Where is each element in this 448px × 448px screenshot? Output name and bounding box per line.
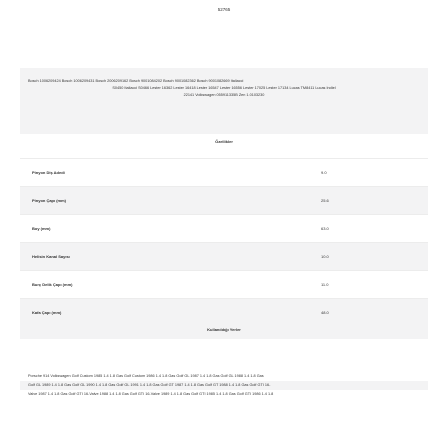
specs-title: Özellikler [215,138,233,144]
spec-value: 63.0 [321,226,329,231]
spec-row [20,158,428,186]
reference-line: 22141 Volkswagen 055911335B Zen 1.0103230 [183,93,265,97]
spec-row [20,214,428,242]
specs-table [20,158,428,326]
usage-title: Kullanıldığı Yerler [207,326,241,332]
product-code: 52765 [217,6,231,12]
usage-header [20,319,428,339]
reference-line: S0450 Italiacci S0466 Lester 16362 Lester 16418 Lester 16547 Lester 16556 Lester 17025 Lester 17134 Lucas TM8411 Lucas Indiel [112,86,336,90]
product-code-row [20,0,428,18]
spec-row [20,186,428,214]
spec-value: 25.6 [321,198,329,203]
spec-value: 11.0 [321,282,329,287]
reference-line: Bosch 1006209424 Bosch 1006209431 Bosch 2006209162 Bosch 9001084202 Bosch 9001082362 Bosch 9001082669 Italiacci [28,79,244,83]
specs-header [20,134,428,148]
spec-row [20,242,428,270]
spec-row [20,270,428,298]
reference-numbers-block [20,68,428,134]
spec-label: Boy (mm) [32,226,51,231]
spec-label: Pinyon Diş Adedi [32,170,65,175]
spec-label: Pinyon Çapı (mm) [32,198,67,203]
usage-line: Porsche 914 Volkswagen Golf Custom 1985 1.4 1.8 Gas Golf Custom 1986 1.4 1.8 Gas Golf GL 1987 1.4 1.8 Gas Golf GL 1988 1.4 1.8 Gas [28,374,264,378]
spec-label: Kafa Çapı (mm) [32,310,62,315]
usage-line: Valve 1987 1.4 1.8 Gas Golf GTI 16-Valve 1988 1.4 1.8 Gas Golf GTI 16-Valve 1989 1.4 1.8 Gas Golf GTI 1985 1.4 1.8 Gas Golf GTI 1986 1.4 1.8 [28,392,274,396]
spec-value: 48.0 [321,310,329,315]
usage-list [20,372,428,399]
spec-value: 9.0 [321,170,327,175]
spec-label: Helisin Kanal Sayısı [32,254,70,259]
spec-label: Burç Delik Çapı (mm) [32,282,73,287]
spec-value: 10.0 [321,254,329,259]
usage-line: Golf GL 1989 1.4 1.8 Gas Golf GL 1990 1.4 1.8 Gas Golf GL 1991 1.4 1.8 Gas Golf GT 1987 1.4 1.8 Gas Golf GT 1988 1.4 1.8 Gas Golf GTI 16- [20,381,428,390]
